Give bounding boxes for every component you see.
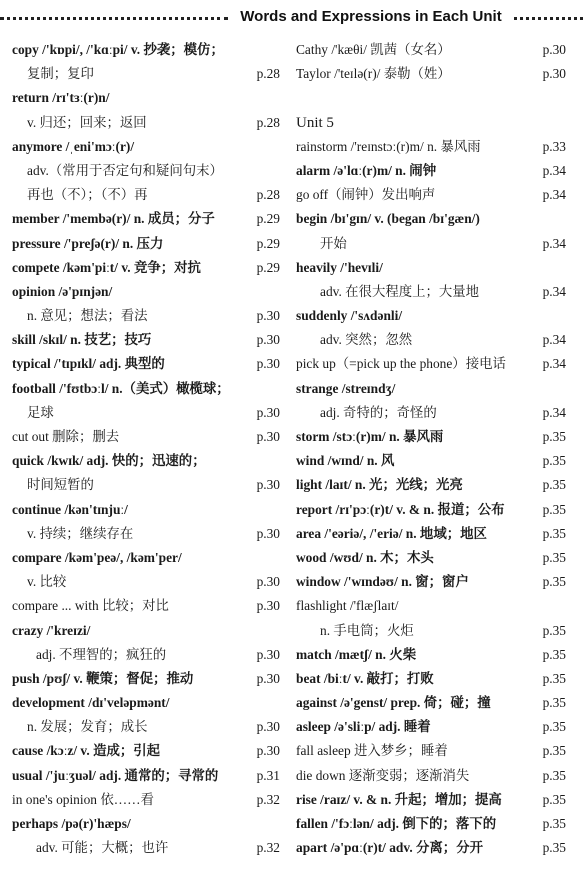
entry-text: cause /kɔːz/ v. 造成；引起 (12, 743, 161, 759)
page-ref: p.30 (256, 646, 280, 662)
entry-line (12, 207, 280, 231)
header-dots-left (0, 17, 228, 20)
entry-line (12, 62, 280, 86)
page-ref: p.30 (256, 404, 280, 420)
entry-text: n. 手电筒；火炬 (320, 622, 414, 638)
page-ref: p.29 (256, 259, 280, 275)
entry-text: adj. 奇特的；奇怪的 (320, 404, 437, 420)
entry-line (12, 594, 280, 618)
entry-line (12, 619, 280, 643)
entry-line (12, 38, 280, 62)
entry-text: suddenly /'sʌdənli/ (296, 308, 403, 324)
entry-line (12, 401, 280, 425)
entry-text: rise /raɪz/ v. & n. 升起；增加；提高 (296, 791, 502, 807)
entry-line (296, 256, 566, 280)
entry-line (296, 401, 566, 425)
page-ref: p.35 (542, 525, 566, 541)
entry-text: alarm /ə'lɑː(r)m/ n. 闹钟 (296, 162, 437, 178)
entry-line (296, 739, 566, 763)
page-header (0, 6, 583, 30)
entry-line (296, 788, 566, 812)
entry-line (296, 183, 566, 207)
page-ref: p.35 (542, 670, 566, 686)
entry-text: skill /skɪl/ n. 技艺；技巧 (12, 332, 152, 348)
entry-text: 再也（不）；（不）再 (27, 187, 148, 203)
entry-line (12, 328, 280, 352)
entry-line (12, 449, 280, 473)
entry-text: n. 发展；发育；成长 (27, 719, 148, 735)
entry-line (12, 111, 280, 135)
entry-line (296, 764, 566, 788)
page-ref: p.35 (542, 767, 566, 783)
page-ref: p.29 (256, 211, 280, 227)
entry-line (12, 159, 280, 183)
entry-line (12, 473, 280, 497)
entry-line (12, 739, 280, 763)
entry-text: asleep /ə'sliːp/ adj. 睡着 (296, 719, 431, 735)
entry-line (296, 207, 566, 231)
entry-text: v. 比较 (27, 574, 67, 590)
page-ref: p.28 (256, 187, 280, 203)
entry-line (296, 836, 566, 860)
entry-line (296, 62, 566, 86)
entry-text: strange /streɪndʒ/ (296, 380, 396, 396)
page-ref: p.35 (542, 477, 566, 493)
entry-text: development /dɪ'veləpmənt/ (12, 695, 170, 711)
entry-text: quick /kwɪk/ adj. 快的；迅速的； (12, 453, 206, 469)
entry-text: wood /wʊd/ n. 木；木头 (296, 549, 434, 565)
entry-text: area /'eəriə/, /'eriə/ n. 地域；地区 (296, 525, 487, 541)
entry-text: adv. 在很大程度上；大量地 (320, 283, 480, 299)
entry-line (296, 135, 566, 159)
entry-line (296, 38, 566, 62)
entry-text: Unit 5 (296, 114, 334, 131)
entry-line (12, 352, 280, 376)
page-ref: p.34 (542, 235, 566, 251)
entry-line (12, 498, 280, 522)
page-ref: p.31 (256, 767, 280, 783)
page-ref: p.30 (256, 477, 280, 493)
entry-text: cut out 删除；删去 (12, 429, 120, 444)
entry-text: adv. 可能；大概；也许 (36, 840, 169, 856)
entry-text: fallen /'fɔːlən/ adj. 倒下的；落下的 (296, 816, 497, 831)
entry-text: storm /stɔː(r)m/ n. 暴风雨 (296, 429, 444, 444)
entry-line (296, 812, 566, 836)
entry-line (12, 570, 280, 594)
entry-text: Taylor /'teɪlə(r)/ 泰勒（姓） (296, 66, 451, 82)
entry-line (296, 498, 566, 522)
page-ref: p.30 (256, 743, 280, 759)
page-ref: p.35 (542, 574, 566, 590)
unit-heading (296, 111, 566, 135)
page-ref: p.35 (542, 840, 566, 856)
entry-text: in one's opinion 依……看 (12, 791, 154, 807)
entry-text: light /laɪt/ n. 光；光线；光亮 (296, 477, 463, 493)
page-ref: p.33 (542, 138, 566, 154)
page-ref: p.28 (256, 66, 280, 82)
page-ref: p.28 (256, 114, 280, 130)
entry-line (12, 812, 280, 836)
entry-text: anymore /ˌeni'mɔː(r)/ (12, 138, 135, 154)
page-ref: p.35 (542, 646, 566, 662)
entry-line (12, 377, 280, 401)
entry-line (296, 86, 566, 110)
entry-line (296, 232, 566, 256)
entry-line (296, 352, 566, 376)
left-column (12, 38, 280, 860)
right-column (296, 38, 566, 860)
entry-line (12, 183, 280, 207)
header-dots-right (514, 17, 583, 20)
entry-line (12, 691, 280, 715)
entry-text: 复制；复印 (27, 66, 94, 82)
entry-text: match /mætʃ/ n. 火柴 (296, 646, 417, 662)
entry-text: window /'wɪndəʊ/ n. 窗；窗户 (296, 574, 469, 590)
entry-line (296, 715, 566, 739)
page-ref: p.35 (542, 549, 566, 565)
entry-text: pick up（=pick up the phone）接电话 (296, 356, 506, 372)
entry-line (296, 377, 566, 401)
entry-line (12, 304, 280, 328)
page-ref: p.35 (542, 816, 566, 831)
page-ref: p.30 (256, 670, 280, 686)
entry-line (12, 256, 280, 280)
header-title: Words and Expressions in Each Unit (240, 8, 502, 25)
entry-text: die down 逐渐变弱；逐渐消失 (296, 767, 470, 783)
entry-text: rainstorm /'reɪnstɔː(r)m/ n. 暴风雨 (296, 138, 481, 154)
page-ref: p.30 (256, 598, 280, 614)
entry-text: begin /bɪ'gɪn/ v. (began /bɪ'gæn/) (296, 211, 480, 227)
page-ref: p.30 (256, 719, 280, 735)
page-ref: p.34 (542, 404, 566, 420)
entry-line (296, 643, 566, 667)
page-ref: p.35 (542, 622, 566, 638)
entry-line (296, 667, 566, 691)
entry-text: wind /wɪnd/ n. 风 (296, 453, 395, 469)
entry-text: crazy /'kreɪzi/ (12, 622, 91, 638)
entry-line (12, 280, 280, 304)
entry-line (296, 619, 566, 643)
page-ref: p.34 (542, 332, 566, 348)
page-ref: p.30 (256, 525, 280, 541)
entry-text: compare ... with 比较；对比 (12, 598, 169, 614)
entry-line (12, 788, 280, 812)
page-ref: p.30 (256, 308, 280, 324)
entry-line (12, 86, 280, 110)
entry-text: v. 归还；回来；返回 (27, 114, 147, 130)
entry-line (12, 643, 280, 667)
entry-text: pressure /'preʃə(r)/ n. 压力 (12, 235, 164, 251)
entry-line (296, 522, 566, 546)
entry-line (12, 135, 280, 159)
entry-text: member /'membə(r)/ n. 成员；分子 (12, 211, 215, 227)
entry-text: push /pʊʃ/ v. 鞭策；督促；推动 (12, 670, 194, 686)
page-ref: p.30 (256, 332, 280, 348)
entry-line (12, 522, 280, 546)
page-ref: p.35 (542, 429, 566, 444)
entry-line (12, 425, 280, 449)
entry-line (12, 836, 280, 860)
entry-line (12, 715, 280, 739)
entry-text: compete /kəm'piːt/ v. 竞争；对抗 (12, 259, 201, 275)
page-ref: p.30 (542, 66, 566, 82)
page-ref: p.35 (542, 791, 566, 807)
entry-text: typical /'tɪpɪkl/ adj. 典型的 (12, 356, 165, 372)
page-ref: p.29 (256, 235, 280, 251)
entry-line (296, 328, 566, 352)
entry-text: return /rɪ'tɜː(r)n/ (12, 90, 110, 106)
page-ref: p.30 (256, 429, 280, 444)
entry-line (296, 473, 566, 497)
entry-line (296, 594, 566, 618)
page-ref: p.35 (542, 695, 566, 711)
entry-line (296, 425, 566, 449)
entry-text: football /'fʊtbɔːl/ n.（美式）橄榄球； (12, 380, 230, 396)
entry-line (12, 546, 280, 570)
entry-text: v. 持续；继续存在 (27, 525, 134, 541)
entry-text: copy /'kɒpi/, /'kɑːpi/ v. 抄袭；模仿； (12, 42, 224, 57)
entry-text: beat /biːt/ v. 敲打；打败 (296, 670, 434, 686)
entry-line (296, 546, 566, 570)
page-ref: p.35 (542, 501, 566, 517)
page-ref: p.34 (542, 283, 566, 299)
entry-line (12, 232, 280, 256)
entry-line (12, 764, 280, 788)
entry-text: flashlight /'flæʃlaɪt/ (296, 598, 399, 614)
entry-text: perhaps /pə(r)'hæps/ (12, 816, 131, 831)
page-ref: p.34 (542, 187, 566, 203)
entry-text: heavily /'hevɪli/ (296, 259, 383, 275)
entry-text: 时间短暂的 (27, 477, 94, 493)
entry-text: compare /kəm'peə/, /kəm'per/ (12, 549, 182, 565)
page-ref: p.35 (542, 453, 566, 469)
entry-text: adj. 不理智的；疯狂的 (36, 646, 167, 662)
page-ref: p.32 (256, 840, 280, 856)
page-ref: p.34 (542, 356, 566, 372)
entry-text: apart /ə'pɑː(r)t/ adv. 分离；分开 (296, 840, 483, 856)
entry-text: usual /'juːʒuəl/ adj. 通常的；寻常的 (12, 767, 219, 783)
page-ref: p.32 (256, 791, 280, 807)
entry-text: against /ə'genst/ prep. 倚；碰；撞 (296, 695, 491, 711)
entry-text: report /rɪ'pɔː(r)t/ v. & n. 报道；公布 (296, 501, 505, 517)
entry-line (296, 570, 566, 594)
page-ref: p.34 (542, 162, 566, 178)
entry-text: adv. 突然；忽然 (320, 332, 413, 348)
entry-line (296, 691, 566, 715)
entry-text: go off（闹钟）发出响声 (296, 187, 436, 203)
page-ref: p.30 (256, 356, 280, 372)
entry-line (296, 304, 566, 328)
entry-text: adv.（常用于否定句和疑问句末） (27, 162, 223, 178)
entry-line (12, 667, 280, 691)
entry-line (296, 280, 566, 304)
entry-line (296, 159, 566, 183)
page-ref: p.35 (542, 719, 566, 735)
page-ref: p.30 (256, 574, 280, 590)
entry-text: opinion /ə'pɪnjən/ (12, 283, 113, 299)
entry-line (296, 449, 566, 473)
entry-text: 开始 (320, 235, 347, 251)
entry-text: continue /kən'tɪnjuː/ (12, 501, 128, 517)
entry-text: n. 意见；想法；看法 (27, 308, 148, 324)
entry-text: Cathy /'kæθi/ 凯茜（女名） (296, 42, 451, 57)
page-ref: p.35 (542, 743, 566, 759)
entry-text: 足球 (27, 404, 54, 420)
entry-text: fall asleep 进入梦乡；睡着 (296, 743, 448, 759)
page-ref: p.30 (542, 42, 566, 57)
